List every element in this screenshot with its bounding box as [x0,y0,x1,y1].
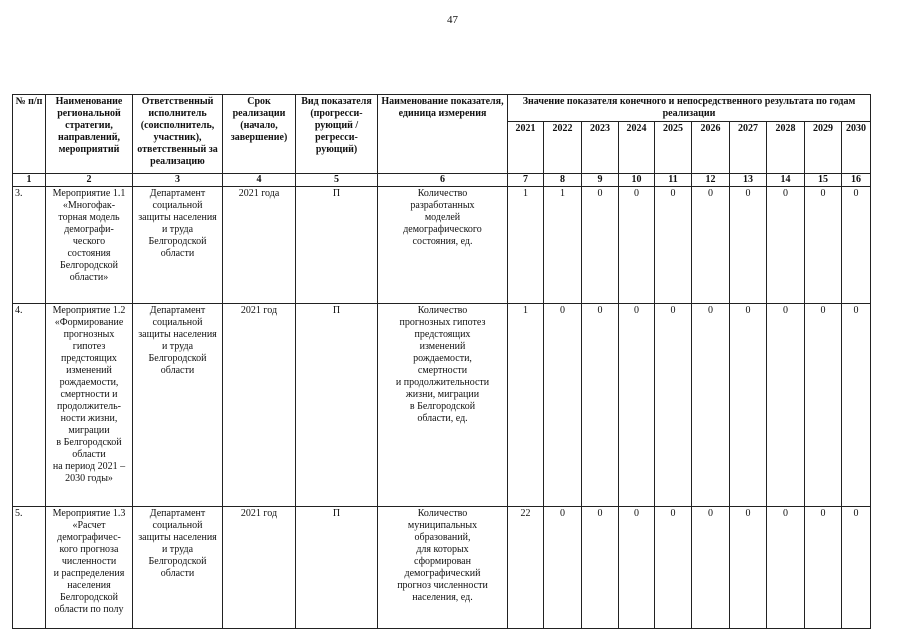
header-year: 2030 [842,122,871,174]
header-year: 2021 [508,122,544,174]
measure-name: Мероприятие 1.3 «Расчет демографичес- кого прогноза численности и распределения населения Белгородской области по полу [46,507,133,629]
value-cell: 1 [508,304,544,507]
term: 2021 год [223,507,296,629]
value-cell: 0 [619,304,655,507]
column-number: 9 [582,174,619,187]
measure-name: Мероприятие 1.2 «Формирование прогнозных гипотез предстоящих изменений рождаемости, смертности и продолжитель- ности жизни, миграции в Белгородской области на период 2021 – 2030 годы» [46,304,133,507]
row-number: 4. [13,304,46,507]
results-table [12,94,871,629]
executor: Департамент социальной защиты населения и труда Белгородской области [133,507,223,629]
value-cell: 0 [842,507,871,629]
column-number: 14 [767,174,805,187]
header-year: 2023 [582,122,619,174]
header-year: 2029 [805,122,842,174]
value-cell: 0 [544,507,582,629]
value-cell: 0 [544,304,582,507]
header-year: 2028 [767,122,805,174]
value-cell: 0 [692,304,730,507]
column-number: 15 [805,174,842,187]
value-cell: 0 [767,187,805,304]
header-year: 2025 [655,122,692,174]
value-cell: 0 [730,304,767,507]
header-name: Наименование региональной стратегии, направлений, мероприятий [46,95,133,174]
measure-name: Мероприятие 1.1 «Многофак- торная модель демографи- ческого состояния Белгородской области» [46,187,133,304]
indicator-type: П [296,187,378,304]
header-executor: Ответственный исполнитель (соисполнитель, участник), ответственный за реализацию [133,95,223,174]
header-year: 2024 [619,122,655,174]
indicator-type: П [296,304,378,507]
value-cell: 0 [730,507,767,629]
column-number: 6 [378,174,508,187]
page-number: 47 [447,14,458,26]
indicator-name: Количество муниципальных образований, для которых сформирован демографический прогноз численности населения, ед. [378,507,508,629]
header-indicator: Наименование показателя, единица измерения [378,95,508,174]
value-cell: 0 [582,507,619,629]
value-cell: 0 [582,304,619,507]
value-cell: 1 [544,187,582,304]
value-cell: 0 [730,187,767,304]
value-cell: 0 [619,187,655,304]
indicator-name: Количество прогнозных гипотез предстоящих изменений рождаемости, смертности и продолжительности жизни, миграции в Белгородской области, ед. [378,304,508,507]
header-year: 2027 [730,122,767,174]
indicator-name: Количество разработанных моделей демографического состояния, ед. [378,187,508,304]
term: 2021 год [223,304,296,507]
column-number: 16 [842,174,871,187]
header-values-group: Значение показателя конечного и непосредственного результата по годам реализации [508,95,871,122]
column-number: 2 [46,174,133,187]
header-year: 2022 [544,122,582,174]
value-cell: 0 [655,187,692,304]
value-cell: 0 [692,507,730,629]
header-term: Срок реализации (начало, завершение) [223,95,296,174]
column-number: 3 [133,174,223,187]
table-row [13,304,871,507]
column-number: 4 [223,174,296,187]
header-type: Вид показателя (прогресси-рующий / регресси-рующий) [296,95,378,174]
row-number: 5. [13,507,46,629]
value-cell: 22 [508,507,544,629]
column-number: 8 [544,174,582,187]
column-number: 12 [692,174,730,187]
column-number: 11 [655,174,692,187]
value-cell: 0 [805,187,842,304]
column-number: 5 [296,174,378,187]
value-cell: 0 [619,507,655,629]
column-number: 10 [619,174,655,187]
executor: Департамент социальной защиты населения и труда Белгородской области [133,187,223,304]
table-row [13,507,871,629]
header-num: № п/п [13,95,46,174]
table-row [13,187,871,304]
value-cell: 0 [767,304,805,507]
value-cell: 0 [805,304,842,507]
value-cell: 0 [582,187,619,304]
value-cell: 0 [842,304,871,507]
value-cell: 0 [655,507,692,629]
column-number: 13 [730,174,767,187]
value-cell: 0 [655,304,692,507]
value-cell: 0 [767,507,805,629]
value-cell: 0 [692,187,730,304]
value-cell: 1 [508,187,544,304]
header-year: 2026 [692,122,730,174]
column-number: 7 [508,174,544,187]
row-number: 3. [13,187,46,304]
term: 2021 года [223,187,296,304]
executor: Департамент социальной защиты населения и труда Белгородской области [133,304,223,507]
column-number: 1 [13,174,46,187]
indicator-type: П [296,507,378,629]
value-cell: 0 [805,507,842,629]
value-cell: 0 [842,187,871,304]
